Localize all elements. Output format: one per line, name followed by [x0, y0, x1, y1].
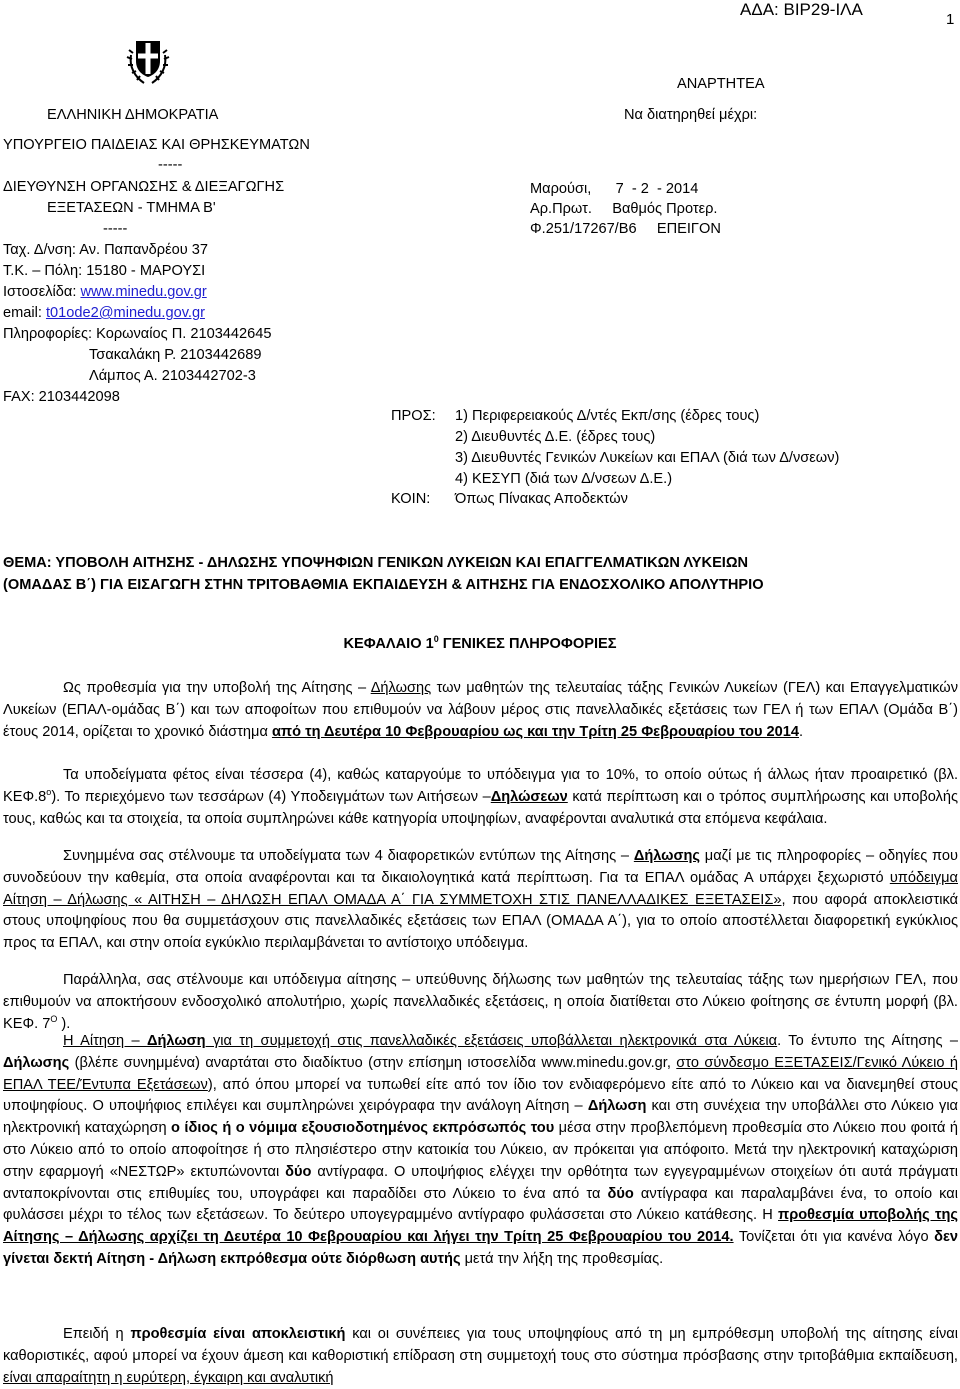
sender-info: Τσακαλάκη Ρ. 2103442689 — [89, 347, 262, 363]
protocol-number: Φ.251/17267/Β6 ΕΠΕΙΓΟΝ — [530, 221, 721, 237]
sender-email-row — [3, 303, 205, 323]
recipient-item: 3) Διευθυντές Γενικών Λυκείων και ΕΠΑΛ (διά των Δ/νσεων) — [455, 450, 840, 466]
sender-separator: ----- — [158, 157, 183, 173]
greek-coat-of-arms-icon — [121, 33, 175, 87]
text-run: για τη συμμετοχή στις πανελλαδικές εξετάσεις υποβάλλεται ηλεκτρονικά στα Λύκεια — [205, 1033, 778, 1049]
website-link[interactable]: www.minedu.gov.gr — [80, 284, 207, 300]
sender-website-row — [3, 282, 207, 302]
submission-deadline: προθεσμία υποβολής της Αίτησης – Δήλωσης αρχίζει τη Δευτέρα 10 Φεβρουαρίου και λήγει την Τρίτη 25 Φεβρουαρίου του 2014. — [3, 1207, 958, 1246]
text-run: Δήλωσης — [370, 680, 432, 696]
sender-ministry: ΥΠΟΥΡΓΕΙΟ ΠΑΙΔΕΙΑΣ ΚΑΙ ΘΡΗΣΚΕΥΜΑΤΩΝ — [3, 137, 310, 153]
sender-directorate: ΔΙΕΥΘΥΝΣΗ ΟΡΓΑΝΩΣΗΣ & ΔΙΕΞΑΓΩΓΗΣ — [3, 179, 285, 195]
text-run: προθεσμία είναι αποκλειστική — [130, 1326, 346, 1342]
subject-line: (ΟΜΑΔΑΣ Β΄) ΓΙΑ ΕΙΣΑΓΩΓΗ ΣΤΗΝ ΤΡΙΤΟΒΑΘΜΙΑ ΕΚΠΑΙΔΕΥΣΗ & ΑΙΤΗΣΗΣ ΓΙΑ ΕΝΔΟΣΧΟΛΙΚΟ ΑΠΟΛΥΤΗΡΙΟ — [3, 577, 764, 593]
text-run: είναι απαραίτητη η ευρύτερη, έγκαιρη και αναλυτική — [3, 1369, 334, 1386]
text-run: Τονίζεται ότι για κανένα λόγο — [733, 1229, 935, 1246]
sender-country: ΕΛΛΗΝΙΚΗ ΔΗΜΟΚΡΑΤΙΑ — [47, 107, 219, 123]
sender-department: ΕΞΕΤΑΣΕΩΝ - ΤΜΗΜΑ Β' — [47, 200, 216, 216]
paragraph-school-certificate — [3, 970, 958, 1035]
ada-code: ΑΔΑ: ΒΙΡ29-ΙΛΑ — [740, 0, 863, 19]
paragraph-deadline-exclusive — [3, 1324, 958, 1389]
recipient-item: 1) Περιφερειακούς Δ/ντές Εκπ/σης (έδρες τους) — [455, 408, 760, 424]
sender-postal: Τ.Κ. – Πόλη: 15180 - ΜΑΡΟΥΣΙ — [3, 263, 206, 279]
cc-recipients: Όπως Πίνακας Αποδεκτών — [455, 491, 628, 507]
text-run: Δήλωση — [146, 1033, 206, 1049]
text-run: Η Αίτηση – — [63, 1033, 147, 1049]
text-run: των μαθητών της τελευταίας τάξης Γενικών Λυκείων (ΓΕΛ) και Επαγγελματικών Λυκείων (ΕΠΑΛ-ομάδας Β΄) και των αποφοίτων που επιθυμούν να λάβουν μέρος στις πανελλαδικές εξετάσεις των ΓΕΛ ή των ΕΠΑΛ (Ομάδα Β΄) έτους 2014, ορίζεται το χρονικό διάστημα — [3, 680, 958, 740]
paragraph-deadline — [3, 678, 958, 743]
paragraph-templates — [3, 765, 958, 830]
text-run: Δήλωσης — [633, 848, 701, 864]
email-link[interactable]: t01ode2@minedu.gov.gr — [45, 305, 205, 321]
epal-form-title: υπόδειγμα Αίτηση – Δήλωσης « ΑΙΤΗΣΗ – ΔΗΛΩΣΗ ΕΠΑΛ ΟΜΑΔΑ Α΄ ΓΙΑ ΣΥΜΜΕΤΟΧΗ ΣΤΙΣ ΠΑΝΕΛΛΑΔΙΚΕΣ ΕΞΕΤΑΣΕΙΣ» — [3, 869, 958, 908]
sender-address: Ταχ. Δ/νση: Αν. Παπανδρέου 37 — [3, 242, 209, 258]
text-run: Ως προθεσμία για την υποβολή της Αίτησης – — [63, 680, 371, 696]
exam-forms-link[interactable]: στο σύνδεσμο ΕΞΕΤΑΣΕΙΣ/Γενικό Λύκειο ή ΕΠΑΛ ΤΕΕ/Έντυπα Εξετάσεων — [3, 1054, 958, 1093]
recipient-item: 2) Διευθυντές Δ.Ε. (έδρες τους) — [455, 429, 656, 445]
text-run: Ο — [50, 1013, 58, 1024]
chapter-sup: 0 — [433, 634, 439, 645]
text-run: και στη συνέχεια την υποβάλλει στο Λύκειο για ηλεκτρονική καταχώρηση — [3, 1098, 958, 1137]
text-run: μαζί με τις πληροφορίες – οδηγίες που συνοδεύουν την καθεμία, στα οποία αναφέρονται και τα δικαιολογητικά κατά περίπτωση. Για τα ΕΠΑΛ ομάδας Α υπάρχει ξεχωριστό — [3, 848, 959, 886]
text-run: Δήλωσης — [3, 1054, 70, 1071]
text-run: δεν γίνεται δεκτή Αίτηση - Δήλωση εκπρόθεσμα ούτε διόρθωση αυτής — [3, 1229, 958, 1267]
keep-until-label: Να διατηρηθεί μέχρι: — [624, 107, 758, 123]
text-run: . — [799, 723, 804, 740]
text-run: και οι συνέπειες για τους υποψηφίους από τη μη εμπρόθεσμη υποβολή της αίτησης είναι καθοριστικές, αφού μπορεί να έχουν άμεση και καθοριστική επίδραση στη συμμετοχή τους στο σύστημα πρόσβασης στην τριτοβάθμια εκπαίδευση, — [3, 1326, 958, 1364]
text-run: ο ίδιος ή ο νόμιμα εξουσιοδοτημένος εκπρόσωπός του — [171, 1120, 555, 1137]
page-number: 1 — [946, 11, 955, 28]
paragraph-electronic-submission — [3, 1031, 958, 1271]
deadline-dates: από τη Δευτέρα 10 Φεβρουαρίου ως και την Τρίτη 25 Φεβρουαρίου του 2014 — [271, 723, 799, 740]
to-label: ΠΡΟΣ: — [391, 408, 436, 424]
header-posting-label: ΑΝΑΡΤΗΤΕΑ — [677, 76, 765, 92]
text-run: ). — [57, 1015, 71, 1032]
chapter-title-text: ΚΕΦΑΛΑΙΟ 1 — [343, 636, 434, 652]
text-run: μέσα στην προβλεπόμενη προθεσμία στο Λύκειο που φοιτά ή στο Λύκειο από το οποίο αποφοίτησε ή στο πλησιέστερο στην κατοικία του Λύκειο, αν πρόκειται για απόφοιτο. Μετά την ηλεκτρονική καταχώριση στην εφαρμογή «ΝΕΣΤΩΡ» εκτυπώνονται — [3, 1120, 958, 1180]
text-run: , που αφορά αποκλειστικά στους υποψηφίους που θα συμμετάσχουν στις πανελλαδικές εξετάσεις των ΕΠΑΛ (ΟΜΑΔΑ Α΄), για το οποίο αποστέλλεται διαφορετική εγκύκλιος προς τα ΕΠΑΛ, και στην οποία εγκύκλιο περιλαμβάνεται το αντίστοιχο υπόδειγμα. — [3, 891, 959, 952]
text-run: ), από όπου μπορεί να τυπωθεί είτε από τον ίδιο τον ενδιαφερόμενο είτε από το Λύκειο και να διανεμηθεί στους υποψηφίους. Ο υποψήφιος επιλέγει και συμπληρώνει χειρόγραφα την ανάλογη Αίτηση – — [3, 1076, 958, 1115]
place-date: Μαρούσι, 7 - 2 - 2014 — [530, 181, 699, 197]
text-run: δύο — [285, 1163, 312, 1180]
text-run: ). Το περιεχόμενο των τεσσάρων (4) Υποδειγμάτων των Αιτήσεων – — [51, 788, 491, 805]
chapter-title — [0, 634, 960, 654]
subject — [3, 552, 957, 596]
sender-info: Λάμπος Α. 2103442702-3 — [89, 368, 256, 384]
recipient-item: 4) ΚΕΣΥΠ (διά των Δ/νσεων Δ.Ε.) — [455, 471, 673, 487]
text-run: ο — [46, 786, 52, 797]
email-label: email: — [3, 305, 46, 321]
text-run: Συνημμένα σας στέλνουμε τα υποδείγματα των 4 διαφορετικών εντύπων της Αίτησης – — [63, 848, 634, 864]
text-run: Τα υποδείγματα φέτος είναι τέσσερα (4), καθώς καταργούμε το υπόδειγμα για το 10%, το οποίο ούτως ή άλλως ήταν προαιρετικό (βλ. ΚΕΦ.8 — [3, 767, 958, 805]
text-run: (βλέπε συνημμένα) αναρτάται στο διαδίκτυο (στην επίσημη ιστοσελίδα www.minedu.gov.gr, — [69, 1054, 677, 1071]
text-run: κατά περίπτωση και ο τρόπος συμπλήρωσης και υποβολής τους, καθώς και τα στοιχεία, τα οποία συμπληρώνει κάθε κατηγορία υποψηφίων, αναφέρονται αναλυτικά στα επόμενα κεφάλαια. — [3, 788, 958, 827]
sender-info: Πληροφορίες: Κορωναίος Π. 2103442645 — [3, 326, 272, 342]
text-run: μετά την λήξη της προθεσμίας. — [460, 1250, 664, 1267]
sender-fax: FAX: 2103442098 — [3, 389, 120, 405]
text-run: αντίγραφα. Ο υποψήφιος ελέγχει την ορθότητα των εγγεγραμμένων στοιχείων ότι αυτά πράγματι ανταποκρίνονται στις επιθυμίες του, υπογράφει και παραδίδει στο Λύκειο το ένα από τα — [3, 1163, 958, 1202]
sender-separator: ----- — [103, 221, 128, 237]
text-run: Δηλώσεων — [490, 788, 568, 805]
protocol-label: Αρ.Πρωτ. Βαθμός Προτερ. — [530, 201, 718, 217]
chapter-title-text: ΓΕΝΙΚΕΣ ΠΛΗΡΟΦΟΡΙΕΣ — [438, 636, 617, 652]
text-run: δύο — [607, 1185, 634, 1202]
text-run: Δήλωση — [587, 1098, 647, 1115]
cc-label: ΚΟΙΝ: — [391, 491, 431, 507]
text-run: Επειδή η — [63, 1326, 131, 1342]
text-run: αντίγραφα και παραλαμβάνει ένα, το οποίο και φυλάσσει μέχρι το τέλος των εξετάσεων. Το δεύτερο υπογεγραμμένο αντίγραφο φυλάσσεται στο Λύκειο κατάθεσης. Η — [3, 1185, 958, 1224]
text-run: Παράλληλα, σας στέλνουμε και υπόδειγμα αίτησης – υπεύθυνης δήλωσης των μαθητών της τελευταίας τάξης των ημερήσιων ΓΕΛ, που επιθυμούν να αποκτήσουν ενδοσχολικό απολυτήριο, χωρίς πανελλαδικές εξετάσεις, η οποία διατίθεται στο Λύκειο φοίτησης σε έντυπη μορφή (βλ. ΚΕΦ. 7 — [3, 972, 958, 1032]
subject-line: ΘΕΜΑ: ΥΠΟΒΟΛΗ ΑΙΤΗΣΗΣ - ΔΗΛΩΣΗΣ ΥΠΟΨΗΦΙΩΝ ΓΕΝΙΚΩΝ ΛΥΚΕΙΩΝ ΚΑΙ ΕΠΑΓΓΕΛΜΑΤΙΚΩΝ ΛΥΚΕΙΩΝ — [3, 555, 749, 571]
paragraph-attachments — [3, 846, 958, 955]
text-run: . Το έντυπο της Αίτησης – — [777, 1033, 959, 1049]
website-label: Ιστοσελίδα: — [3, 284, 81, 300]
